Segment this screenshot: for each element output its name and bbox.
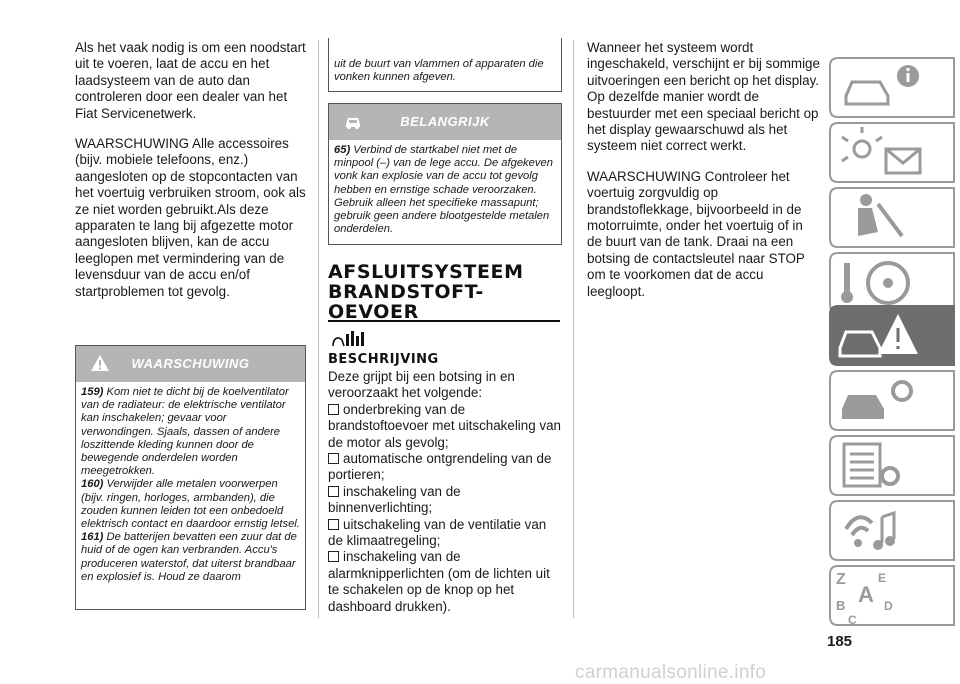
tab-seat-safety[interactable]: [828, 186, 956, 249]
tab-car-maintenance[interactable]: [828, 369, 956, 432]
svg-text:D: D: [884, 599, 893, 613]
paragraph-fuel-leak-warning: WAARSCHUWING Controleer het voertuig zorgvuldig op brandstoflekkage, bijvoorbeeld in de motorruimte, onder het voertuig of in de buurt van de tank. Draai na een botsing de contactsleutel naar STOP om te voorkomen dat de accu leegloopt.: [587, 168, 805, 299]
svg-text:B: B: [836, 598, 846, 613]
tab-multimedia[interactable]: [828, 499, 956, 562]
continued-warning-text: uit de buurt van vlammen of apparaten die vonken kunnen afgeven.: [334, 58, 544, 84]
paragraph-jumpstart: Als het vaak nodig is om een noodstart uit te voeren, laat de accu en het laadsysteem van de auto dan controleren door een dealer van het Fiat Servicenetwerk.: [75, 40, 306, 121]
fuel-cutoff-icon: [330, 328, 372, 350]
bullet-icon: [328, 453, 339, 464]
page-number: 185: [827, 633, 853, 650]
important-text: 65) Verbind de startkabel niet met de minpool (–) van de lege accu. De afgekeven vonk kan explosie van de accu tot gevolg hebben en ernstige schade veroorzaken. Gebruik alleen het specifieke massapunt; gebruik geen andere blootgestelde metalen onderdelen.: [334, 144, 553, 236]
tab-emergency[interactable]: [828, 304, 956, 367]
bullet-icon: [328, 519, 339, 530]
tab-index[interactable]: [828, 564, 956, 627]
bullet-icon: [328, 486, 339, 497]
warning-header: [76, 346, 305, 382]
paragraph-accessories-warning: WAARSCHUWING Alle accessoires (bijv. mobiele telefoons, enz.) aangesloten op de stopcontacten van het voertuig verbruiken stroom, ook als ze niet worden gebruikt.Als deze apparaten te lang bij afgezette motor aangesloten blijven, kan de accu leeglopen met vermindering van de levensduur van de accu en/of startproblemen tot gevolg.: [75, 136, 306, 299]
tab-lights-message[interactable]: [828, 121, 956, 184]
svg-text:A: A: [858, 582, 874, 607]
seat-safety-icon: [828, 186, 956, 249]
intro-text: Deze grijpt bij een botsing in en veroorzaakt het volgende:: [328, 369, 515, 401]
warning-title: WAARSCHUWING: [131, 356, 250, 371]
tab-car-info[interactable]: [828, 56, 956, 119]
list-item: inschakeling van de binnenverlichting;: [328, 483, 461, 516]
warning-item: 159) Kom niet te dicht bij de koelventilator van de radiateur: de elektrische ventilator kan inschakelen; gevaar voor verwondingen. Sjaals, dassen of andere loszittende kleding kunnen door de bewegende onderdelen worden meegetrokken.: [81, 386, 289, 478]
footer-watermark[interactable]: carmanualsonline.info: [575, 662, 767, 683]
car-info-icon: [828, 56, 956, 119]
warning-text: [76, 382, 305, 587]
bullet-icon: [328, 551, 339, 562]
warning-box: [75, 345, 306, 610]
list-item: inschakeling van de alarmknipperlichten (om de lichten uit te schakelen op de knop op het dashboard drukken).: [328, 549, 550, 614]
list-item: onderbreking van de brandstoftoevoer met uitschakeling van de motor als gevolg;: [328, 401, 561, 450]
section-title: AFSLUITSYSTEEM BRANDSTOFT-OEVOER: [328, 262, 560, 322]
svg-text:C: C: [848, 613, 857, 627]
paragraph-system-message: Wanneer het systeem wordt ingeschakeld, verschijnt er bij sommige uitvoeringen een bericht op het display. Op dezelfde manier wordt de bestuurder met een speciaal bericht op het display gewaarschuwd als het systeem niet correct werkt.: [587, 40, 820, 154]
column-divider: [318, 40, 319, 618]
bullet-icon: [328, 404, 339, 415]
warning-item: 161) De batterijen bevatten een zuur dat de huid of de ogen kan verbranden. Accu's produceren waterstof, dat uiterst brandbaar en explosief is. Houd ze daarom: [81, 531, 297, 583]
lights-message-icon: [828, 121, 956, 184]
important-header: [329, 104, 561, 140]
column-2: [328, 352, 564, 615]
column-3: [587, 40, 820, 314]
list-item: uitschakeling van de ventilatie van de klimaatregeling;: [328, 516, 547, 549]
important-box: [328, 103, 562, 245]
column-divider: [573, 40, 574, 618]
multimedia-icon: [828, 499, 956, 562]
warning-item: 160) Verwijder alle metalen voorwerpen (bijv. ringen, horloges, armbanden), die zouden kunnen leiden tot een onbedoeld elektrisch contact en daardoor ernstig letsel.: [81, 478, 300, 531]
list-item: automatische ontgrendeling van de portieren;: [328, 451, 552, 483]
important-title: BELANGRIJK: [400, 114, 490, 129]
technical-data-icon: [828, 434, 956, 497]
column-1: [75, 40, 307, 314]
subsection-title: BESCHRIJVING: [328, 352, 439, 367]
tab-technical-data[interactable]: [828, 434, 956, 497]
svg-text:Z: Z: [836, 571, 846, 588]
svg-text:E: E: [878, 571, 887, 585]
emergency-car-icon: [828, 304, 956, 367]
car-maintenance-icon: [828, 369, 956, 432]
index-icon: [828, 564, 956, 627]
continued-warning-box: [328, 38, 562, 92]
